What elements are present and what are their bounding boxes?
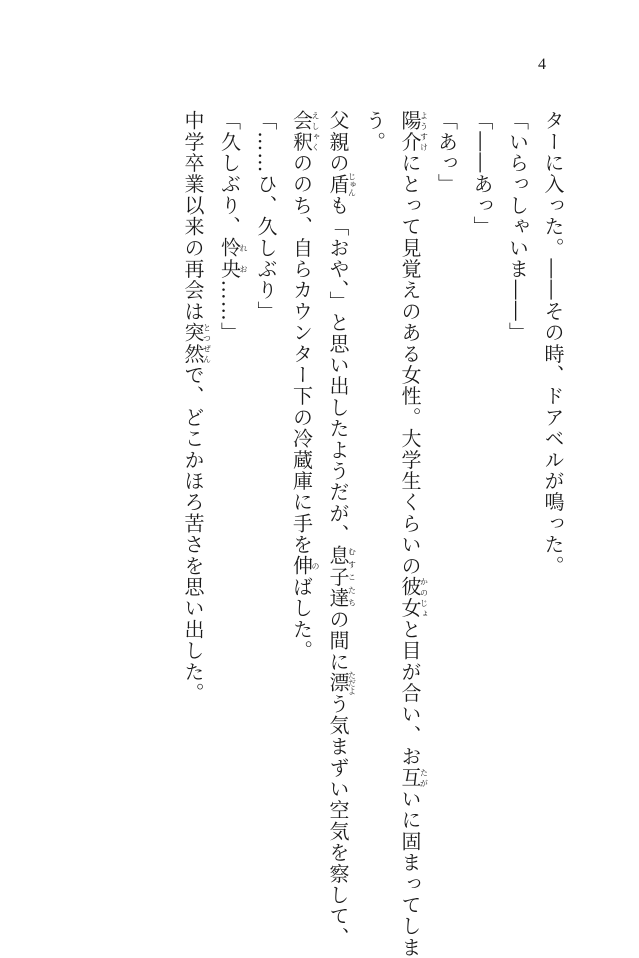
text-line-9: 「……ひ、久しぶり」 xyxy=(254,110,278,322)
ruby-reo: 怜央れお xyxy=(217,237,248,280)
ruby-yousuke: 陽介ようすけ xyxy=(398,110,429,153)
ruby-otagai: 互たが xyxy=(398,767,429,789)
page-number: 4 xyxy=(538,56,546,73)
text-line-1: ターに入った。――その時、ドアベルが鳴った。 xyxy=(541,110,565,577)
ruby-eshaku: 会釈えしゃく xyxy=(289,110,320,153)
ruby-kanojo: 彼女かのじょ xyxy=(398,576,429,619)
vertical-text-body xyxy=(150,110,570,958)
text-line-2: 「いらっしゃいま――」 xyxy=(505,110,530,344)
ruby-no: 伸の xyxy=(289,555,320,577)
text-line-3: 「――あっ」 xyxy=(470,110,494,238)
text-line-4: 「あっ」 xyxy=(434,110,459,195)
text-line-11: 中学卒業以来の再会は突然とつぜんで、どこかほろ苦さを思い出した。 xyxy=(181,110,212,704)
text-line-8: 会釈えしゃくののち、自らカウンター下の冷蔵庫に手を伸のばした。 xyxy=(289,110,320,662)
ruby-totsuzen: 突然とつぜん xyxy=(181,322,212,365)
text-line-5: 陽介ようすけにとって見覚えのある女性。大学生くらいの彼女かのじょと目が合い、お互たがいに固まってしま xyxy=(398,110,429,958)
ruby-jun: 盾じゅん xyxy=(326,172,357,197)
ruby-musukotachi: 息子達むすこたち xyxy=(326,545,357,609)
text-line-10: 「久しぶり、怜央れお……」 xyxy=(217,110,248,344)
ruby-tadayou: 漂ただよ xyxy=(326,671,357,696)
text-line-7: 父親の盾じゅんも「おや、」と思い出したようだが、息子達むすこたちの間に漂ただよう気まずい空気を察して、 xyxy=(326,110,357,949)
text-line-6: う。 xyxy=(362,110,387,153)
